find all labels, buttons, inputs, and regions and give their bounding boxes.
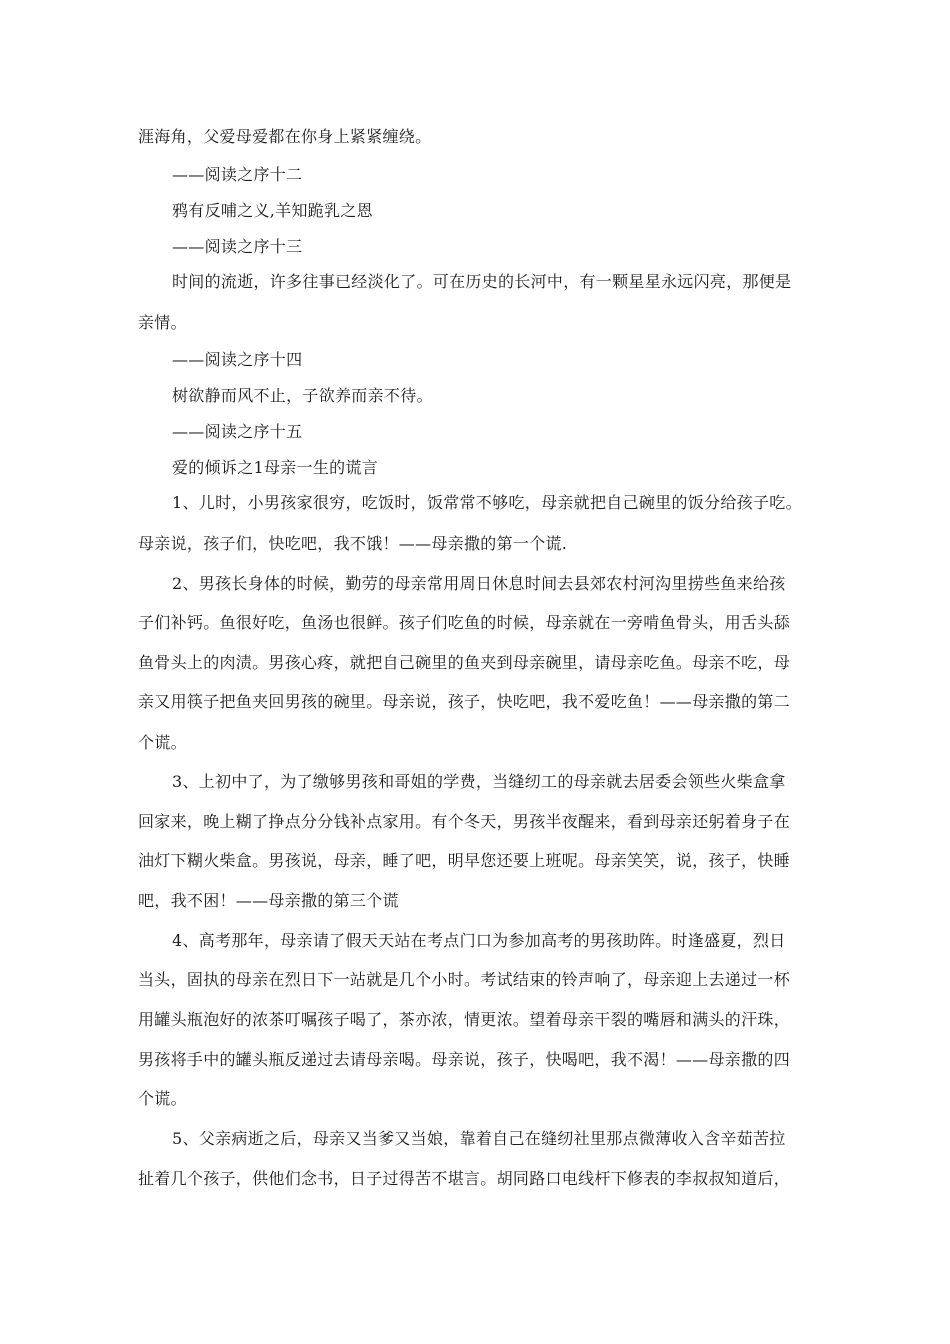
section-marker: ——阅读之序十二 xyxy=(172,165,303,184)
text-line: 回家来，晚上糊了挣点分分钱补点家用。有个冬天，男孩半夜醒来，看到母亲还躬着身子在 xyxy=(138,812,791,831)
text-line: 树欲静而风不止，子欲养而亲不待。 xyxy=(172,386,433,405)
text-line: 个谎。 xyxy=(138,733,187,752)
text-line: 子们补钙。鱼很好吃，鱼汤也很鲜。孩子们吃鱼的时候，母亲就在一旁啃鱼骨头，用舌头舔 xyxy=(138,613,791,632)
text-line: 个谎。 xyxy=(138,1089,187,1108)
text-line: 当头，固执的母亲在烈日下一站就是几个小时。考试结束的铃声响了，母亲迎上去递过一杯 xyxy=(138,970,791,989)
text-line: 用罐头瓶泡好的浓茶叮嘱孩子喝了，茶亦浓，情更浓。望着母亲干裂的嘴唇和满头的汗珠， xyxy=(138,1010,791,1029)
text-line: 时间的流逝，许多往事已经淡化了。可在历史的长河中，有一颗星星永远闪亮，那便是 xyxy=(172,272,792,291)
text-line: 涯海角，父爱母爱都在你身上紧紧缠绕。 xyxy=(138,127,432,146)
section-marker: ——阅读之序十四 xyxy=(172,350,303,369)
text-line: 吧，我不困！——母亲撒的第三个谎 xyxy=(138,891,399,910)
text-line: 亲情。 xyxy=(138,313,187,332)
text-line: 母亲说，孩子们，快吃吧，我不饿！——母亲撒的第一个谎. xyxy=(138,534,568,553)
text-line: 5、父亲病逝之后，母亲又当爹又当娘，靠着自己在缝纫社里那点微薄收入含辛茹苦拉 xyxy=(172,1129,786,1148)
text-line: 男孩将手中的罐头瓶反递过去请母亲喝。母亲说，孩子，快喝吧，我不渴！——母亲撒的四 xyxy=(138,1050,791,1069)
text-line: 4、高考那年，母亲请了假天天站在考点门口为参加高考的男孩助阵。时逢盛夏，烈日 xyxy=(172,931,786,950)
text-line: 鸦有反哺之义,羊知跪乳之恩 xyxy=(172,201,373,220)
text-line: 2、男孩长身体的时候，勤劳的母亲常用周日休息时间去县郊农村河沟里捞些鱼来给孩 xyxy=(172,574,786,593)
text-line: 亲又用筷子把鱼夹回男孩的碗里。母亲说，孩子，快吃吧，我不爱吃鱼！——母亲撒的第二 xyxy=(138,692,791,711)
text-line: 3、上初中了，为了缴够男孩和哥姐的学费，当缝纫工的母亲就去居委会领些火柴盒拿 xyxy=(172,772,786,791)
text-line: 1、儿时，小男孩家很穷，吃饭时，饭常常不够吃，母亲就把自己碗里的饭分给孩子吃。 xyxy=(172,493,802,512)
text-line: 鱼骨头上的肉渍。男孩心疼，就把自己碗里的鱼夹到母亲碗里，请母亲吃鱼。母亲不吃，母 xyxy=(138,653,791,672)
section-marker: ——阅读之序十五 xyxy=(172,422,303,441)
text-line: 油灯下糊火柴盒。男孩说，母亲，睡了吧，明早您还要上班呢。母亲笑笑，说，孩子，快睡 xyxy=(138,851,791,870)
section-title: 爱的倾诉之1母亲一生的谎言 xyxy=(172,458,379,477)
section-marker: ——阅读之序十三 xyxy=(172,237,303,256)
text-line: 扯着几个孩子，供他们念书，日子过得苦不堪言。胡同路口电线杆下修表的李叔叔知道后， xyxy=(138,1169,791,1188)
